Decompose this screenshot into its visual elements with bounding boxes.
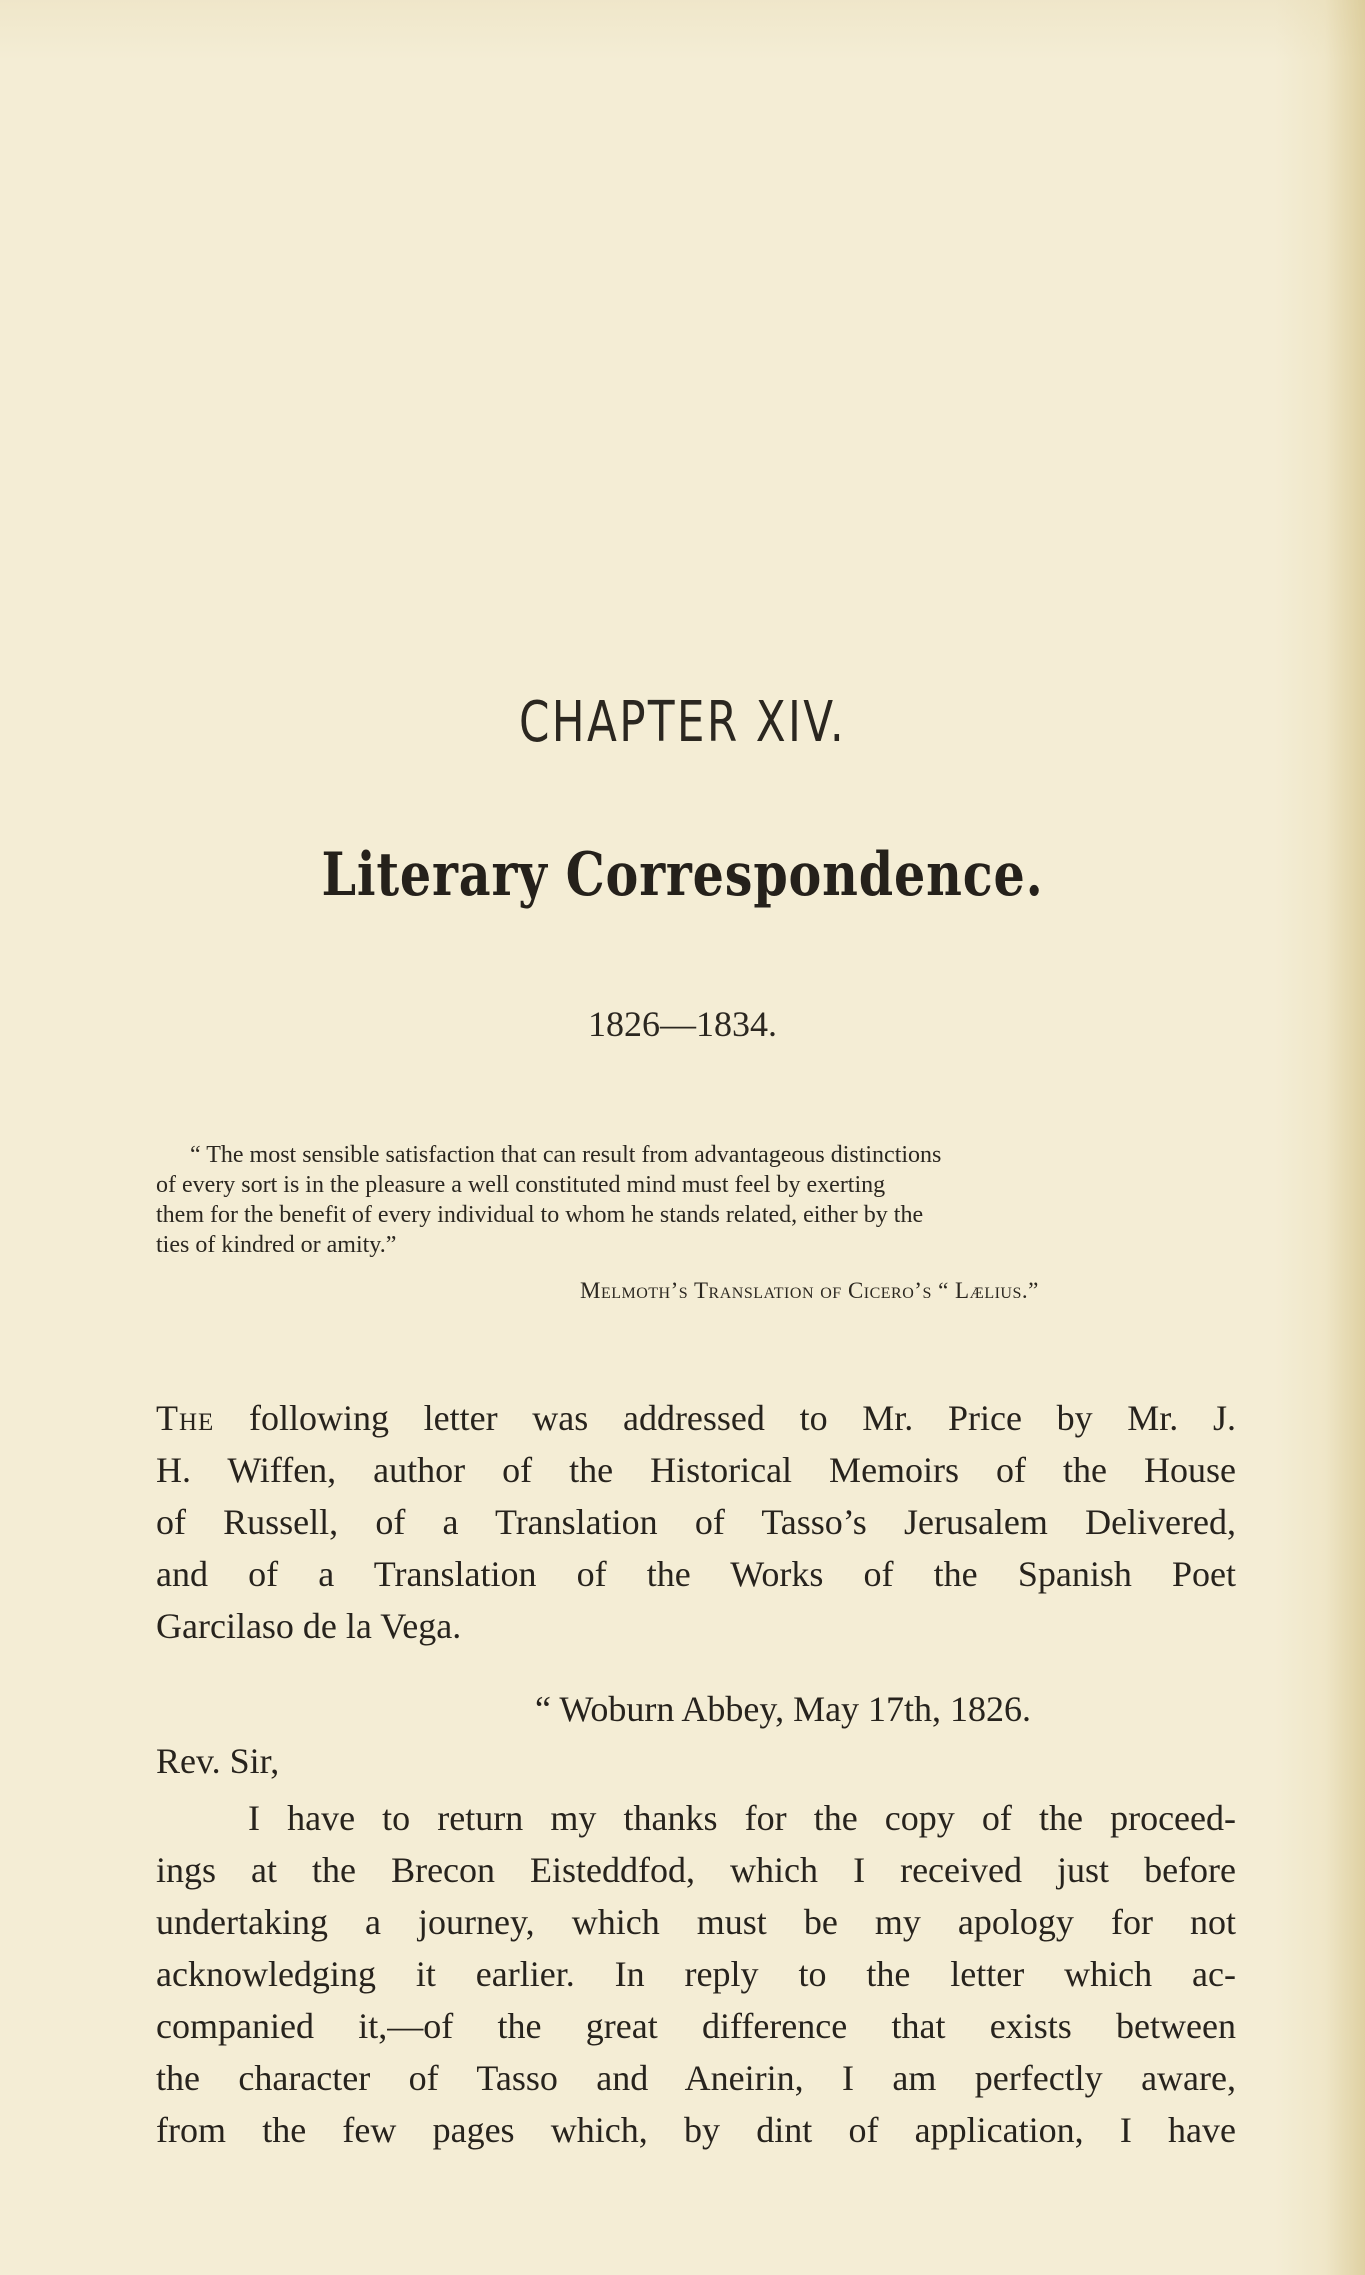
body-line: undertaking a journey, which must be my apology for not (156, 1902, 1236, 1942)
epigraph-line: ties of kindred or amity.” (156, 1232, 397, 1258)
epigraph-attribution: Melmoth’s Translation of Cicero’s “ Lælius.” (580, 1278, 1039, 1303)
body-line: ings at the Brecon Eisteddfod, which I received just before (156, 1850, 1236, 1890)
intro-paragraph (156, 1392, 1236, 1652)
epigraph-line: “ The most sensible satisfaction that can result from advantageous distinctions (190, 1142, 942, 1168)
chapter-dates: 1826—1834. (588, 1004, 777, 1044)
body-line: from the few pages which, by dint of application, I have (156, 2110, 1236, 2150)
body-line: H. Wiffen, author of the Historical Memoirs of the House (156, 1450, 1236, 1490)
body-line: Garcilaso de la Vega. (156, 1606, 462, 1646)
epigraph (156, 1140, 1236, 1260)
body-line: companied it,—of the great difference that exists between (156, 2006, 1236, 2046)
body-line (156, 1392, 1236, 1444)
body-line: acknowledging it earlier. In reply to the letter which ac- (156, 1954, 1236, 1994)
letter-body (156, 1792, 1236, 2156)
letter-salutation: Rev. Sir, (156, 1741, 280, 1781)
chapter-title: CHAPTER XIV. (518, 690, 847, 755)
body-line: I have to return my thanks for the copy of the proceed- (248, 1798, 1236, 1838)
body-line: the character of Tasso and Aneirin, I am perfectly aware, (156, 2058, 1236, 2098)
body-line: and of a Translation of the Works of the Spanish Poet (156, 1554, 1236, 1594)
lead-word: The (156, 1398, 215, 1438)
letter-dateline: “ Woburn Abbey, May 17th, 1826. (535, 1689, 1032, 1729)
epigraph-line: them for the benefit of every individual to whom he stands related, either by the (156, 1202, 924, 1228)
epigraph-line: of every sort is in the pleasure a well constituted mind must feel by exerting (156, 1172, 886, 1198)
body-line: of Russell, of a Translation of Tasso’s Jerusalem Delivered, (156, 1502, 1236, 1542)
body-line-text: following letter was addressed to Mr. Price by Mr. J. (214, 1398, 1236, 1438)
chapter-subtitle: Literary Correspondence. (321, 840, 1044, 910)
